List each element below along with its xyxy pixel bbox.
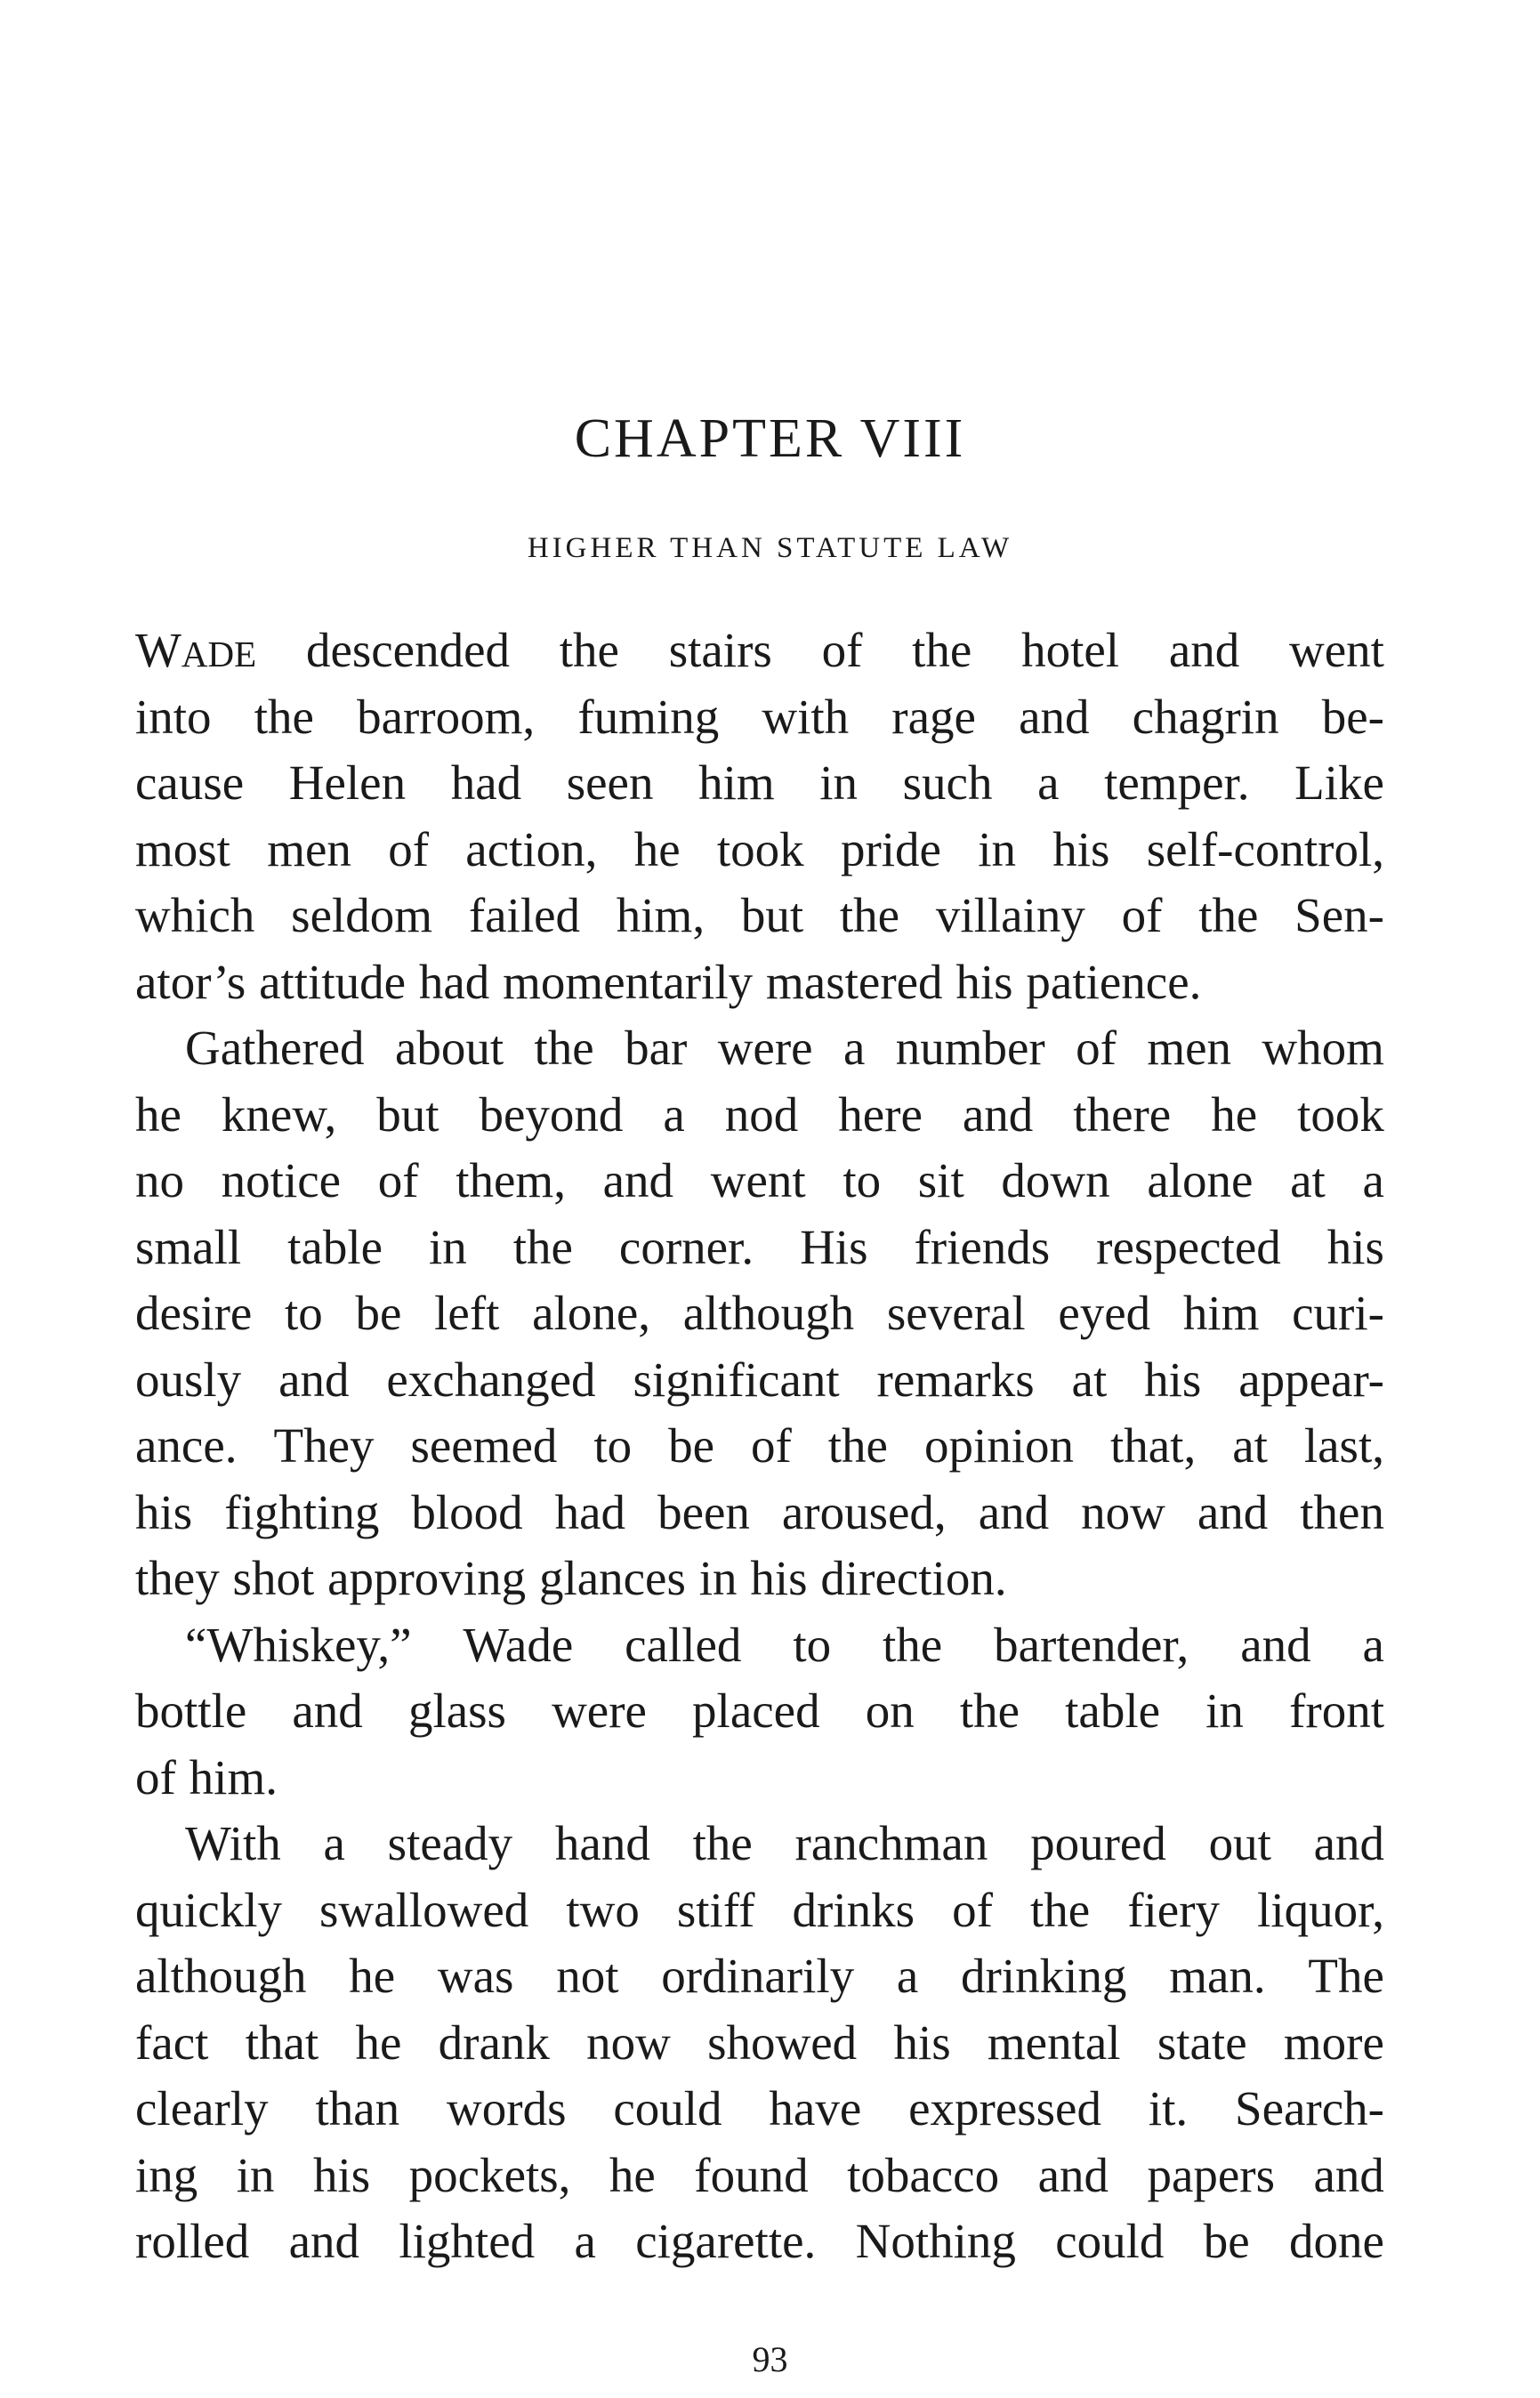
word: Wade [463,1617,574,1672]
word: he [1211,1086,1258,1142]
word: and [978,1484,1050,1539]
word: to [843,1153,882,1207]
word: and [1168,623,1240,677]
word: glances [538,1551,686,1605]
lead-small-caps: ADE [181,634,257,674]
word: the [254,689,314,744]
word: went [1289,623,1384,677]
word: which [135,888,255,942]
word: were [552,1683,647,1738]
word: men [1147,1021,1232,1075]
word: fact [135,2014,209,2070]
word: mental [987,2014,1121,2070]
word: they [135,1551,220,1605]
word: a [843,1021,866,1075]
word: him. [189,1749,278,1805]
word: more [1283,2014,1384,2070]
word: poured [1030,1816,1166,1870]
word: appear- [1238,1352,1384,1407]
text-line [135,1280,1384,1347]
word: hotel [1021,623,1120,677]
word: alone, [532,1286,650,1340]
text-line [135,1215,1384,1281]
word: ance. [135,1418,238,1473]
word: clearly [135,2081,269,2136]
text-line [135,1877,1384,1944]
word: of [377,1153,419,1207]
word: he [135,1086,181,1142]
word: stairs [668,623,772,677]
word: patience. [1026,954,1202,1009]
word: could [613,2081,722,2136]
word: Sen- [1294,888,1384,942]
word: down [1001,1153,1110,1207]
word: there [1073,1086,1172,1142]
word: villainy [935,888,1085,942]
word: left [434,1286,500,1340]
word: his [750,1551,808,1605]
word: the [959,1683,1020,1738]
word: alone [1147,1153,1254,1207]
word: desire [135,1286,253,1340]
word: now [1081,1484,1165,1539]
word: stiff [676,1882,755,1937]
word: no [135,1153,184,1207]
word: most [135,821,230,876]
word: a [896,1949,919,2003]
word: papers [1147,2147,1275,2202]
text-line [135,2010,1384,2077]
word: seldom [291,888,433,942]
word: drank [438,2014,550,2070]
word: about [394,1021,504,1075]
word: of [1076,1021,1117,1075]
text-line [135,1811,1384,1877]
text-line [135,1612,1384,1679]
word: and [1313,1816,1384,1870]
word: in [1205,1683,1244,1738]
word: table [287,1219,383,1274]
word: liquor, [1257,1882,1384,1937]
word: the [512,1219,573,1274]
text-line [135,2076,1384,2143]
word: a [574,2214,596,2268]
word: not [556,1949,619,2003]
word: called [625,1617,742,1672]
word: bar [625,1021,688,1075]
word: drinking [961,1949,1127,2003]
word: his [135,1484,193,1539]
word: cause [135,755,245,810]
word: approving [327,1551,527,1605]
word: Helen [288,755,407,810]
word: quickly [135,1882,282,1937]
word: steady [387,1816,513,1870]
word: the [839,888,900,942]
word: state [1157,2014,1247,2070]
word: lighted [399,2214,536,2268]
word: took [716,821,804,876]
word: notice [221,1153,342,1207]
word: his [1144,1352,1202,1407]
text-line [135,1480,1384,1546]
word: had [554,1484,626,1539]
text-line [135,1148,1384,1215]
word: although [135,1949,307,2003]
word: aroused, [781,1484,947,1539]
text-line [135,1546,1384,1612]
word: several [886,1286,1026,1340]
lead-word [135,618,256,684]
word: ously [135,1352,242,1407]
word: “Whiskey,” [185,1617,412,1672]
word: be [355,1286,402,1340]
word: attitude [259,954,407,1009]
word: in [978,821,1016,876]
word: took [1297,1086,1384,1142]
word: a [1362,1617,1384,1672]
word: in [698,1551,738,1605]
word: his [893,2014,951,2070]
word: were [717,1021,813,1075]
word: direction. [820,1551,1007,1605]
word: seemed [410,1418,558,1473]
word: to [593,1418,633,1473]
word: and [1019,689,1090,744]
word: but [740,888,804,942]
word: the [692,1816,753,1870]
word: on [865,1683,915,1738]
word: temper. [1104,755,1250,810]
word: ing [135,2147,198,2202]
word: chagrin [1132,689,1279,744]
word: of [388,821,430,876]
word: be- [1321,689,1384,744]
word: his [955,954,1013,1009]
word: fiery [1127,1882,1221,1937]
word: friends [914,1219,1051,1274]
word: the [1198,888,1259,942]
word: showed [707,2014,858,2070]
text-line [135,949,1384,1016]
word: the [883,1617,943,1672]
word: his [1052,821,1110,876]
word: front [1289,1683,1384,1738]
text-line [135,1082,1384,1149]
word: ator’s [135,954,246,1009]
text-line [135,684,1384,751]
word: that, [1109,1418,1197,1473]
word: and [1240,1617,1311,1672]
word: and [1313,2147,1384,2202]
word: Search- [1235,2081,1384,2136]
word: but [376,1086,439,1142]
word: at [1232,1418,1268,1473]
word: could [1055,2214,1165,2268]
word: They [273,1418,375,1473]
word: exchanged [386,1352,596,1407]
word: pride [840,821,941,876]
word: had [450,755,522,810]
word: remarks [876,1352,1035,1407]
word: and [962,1086,1034,1142]
word: cigarette. [635,2214,817,2268]
word: at [1290,1153,1326,1207]
text-line [135,1943,1384,2010]
word: he [609,2147,656,2202]
word: his [1326,1219,1384,1274]
word: ordinarily [661,1949,855,2003]
word: expressed [908,2081,1101,2136]
word: With [185,1816,281,1870]
text-line [135,1347,1384,1414]
text-line [135,2143,1384,2209]
word: of [821,623,863,677]
word: now [586,2014,671,2070]
text-line [135,1015,1384,1082]
page-number: 93 [752,2339,788,2379]
word: at [1071,1352,1108,1407]
word: self-control, [1146,821,1384,876]
word: curi- [1292,1286,1384,1340]
word: whom [1262,1021,1384,1075]
word: pockets, [408,2147,571,2202]
word: here [838,1086,923,1142]
word: have [769,2081,862,2136]
word: barroom, [357,689,536,744]
word: swallowed [319,1882,529,1937]
word: and [278,1352,350,1407]
word: a [323,1816,345,1870]
word: nod [724,1086,799,1142]
word: ranchman [794,1816,988,1870]
word: be [1203,2214,1250,2268]
word: it. [1148,2081,1189,2136]
word: mastered [766,954,943,1009]
word: of [750,1418,792,1473]
word: significant [633,1352,840,1407]
word: he [349,1949,396,2003]
word: Gathered [185,1021,365,1075]
word: the [912,623,972,677]
word: man. [1169,1949,1266,2003]
word: fighting [224,1484,380,1539]
word: Nothing [855,2214,1016,2268]
word: to [285,1286,323,1340]
word: had [418,954,490,1009]
word: placed [692,1683,820,1738]
word: beyond [479,1086,624,1142]
word: bottle [135,1683,247,1738]
chapter-number: CHAPTER VIII [574,408,966,469]
word: respected [1096,1219,1281,1274]
word: done [1289,2214,1384,2268]
text-line [135,750,1384,817]
lead-initial: W [135,623,181,677]
text-line [135,817,1384,884]
word: tobacco [847,2147,1000,2202]
word: corner. [618,1219,754,1274]
word: seen [566,755,654,810]
word: rolled [135,2214,250,2268]
word: him [698,755,775,810]
word: he [355,2014,402,2070]
word: rage [891,689,976,744]
word: was [437,1949,514,2003]
word: he [633,821,681,876]
word: found [694,2147,809,2202]
word: eyed [1058,1286,1151,1340]
word: with [762,689,850,744]
word: such [902,755,993,810]
word: a [663,1086,685,1142]
word: and [1197,1484,1269,1539]
word: the [827,1418,888,1473]
word: table [1065,1683,1161,1738]
word: in [819,755,859,810]
word: drinks [792,1882,915,1937]
word: glass [407,1683,506,1738]
word: than [315,2081,400,2136]
word: fuming [577,689,720,744]
text-line [135,1413,1384,1480]
word: His [800,1219,868,1274]
body-text [135,618,1384,2275]
word: to [793,1617,832,1672]
word: last, [1303,1418,1384,1473]
word: that [245,2014,319,2070]
word: momentarily [503,954,754,1009]
word: men [267,821,351,876]
word: blood [411,1484,523,1539]
word: his [313,2147,371,2202]
word: descended [305,623,510,677]
word: in [429,1219,467,1274]
word: of [952,1882,993,1937]
word: a [1037,755,1060,810]
word: two [566,1882,640,1937]
word: then [1300,1484,1384,1539]
word: the [559,623,619,677]
word: opinion [923,1418,1075,1473]
word: in [236,2147,275,2202]
word: sit [917,1153,964,1207]
word: number [895,1021,1045,1075]
word: out [1208,1816,1271,1870]
word: small [135,1219,242,1274]
word: words [447,2081,567,2136]
word: be [668,1418,715,1473]
word: into [135,689,212,744]
word: the [534,1021,594,1075]
word: them, [456,1153,566,1207]
word: hand [554,1816,650,1870]
word: him, [616,888,705,942]
word: been [657,1484,750,1539]
word: went [710,1153,806,1207]
word: Like [1294,755,1384,810]
word: a [1362,1153,1384,1207]
chapter-title: HIGHER THAN STATUTE LAW [527,532,1013,564]
word: bartender, [994,1617,1189,1672]
word: him [1182,1286,1260,1340]
word: The [1308,1949,1384,2003]
word: failed [468,888,581,942]
word: although [682,1286,855,1340]
word: action, [465,821,598,876]
word: the [1029,1882,1091,1937]
word: and [288,2214,360,2268]
word: of [1121,888,1163,942]
text-line [135,883,1384,949]
word: knew, [221,1086,337,1142]
word: and [602,1153,674,1207]
text-line [135,618,1384,684]
text-line [135,2208,1384,2275]
text-line [135,1678,1384,1745]
word: shot [232,1551,315,1605]
word: and [1037,2147,1109,2202]
text-line [135,1745,1384,1812]
word: of [135,1749,176,1805]
word: and [292,1683,363,1738]
